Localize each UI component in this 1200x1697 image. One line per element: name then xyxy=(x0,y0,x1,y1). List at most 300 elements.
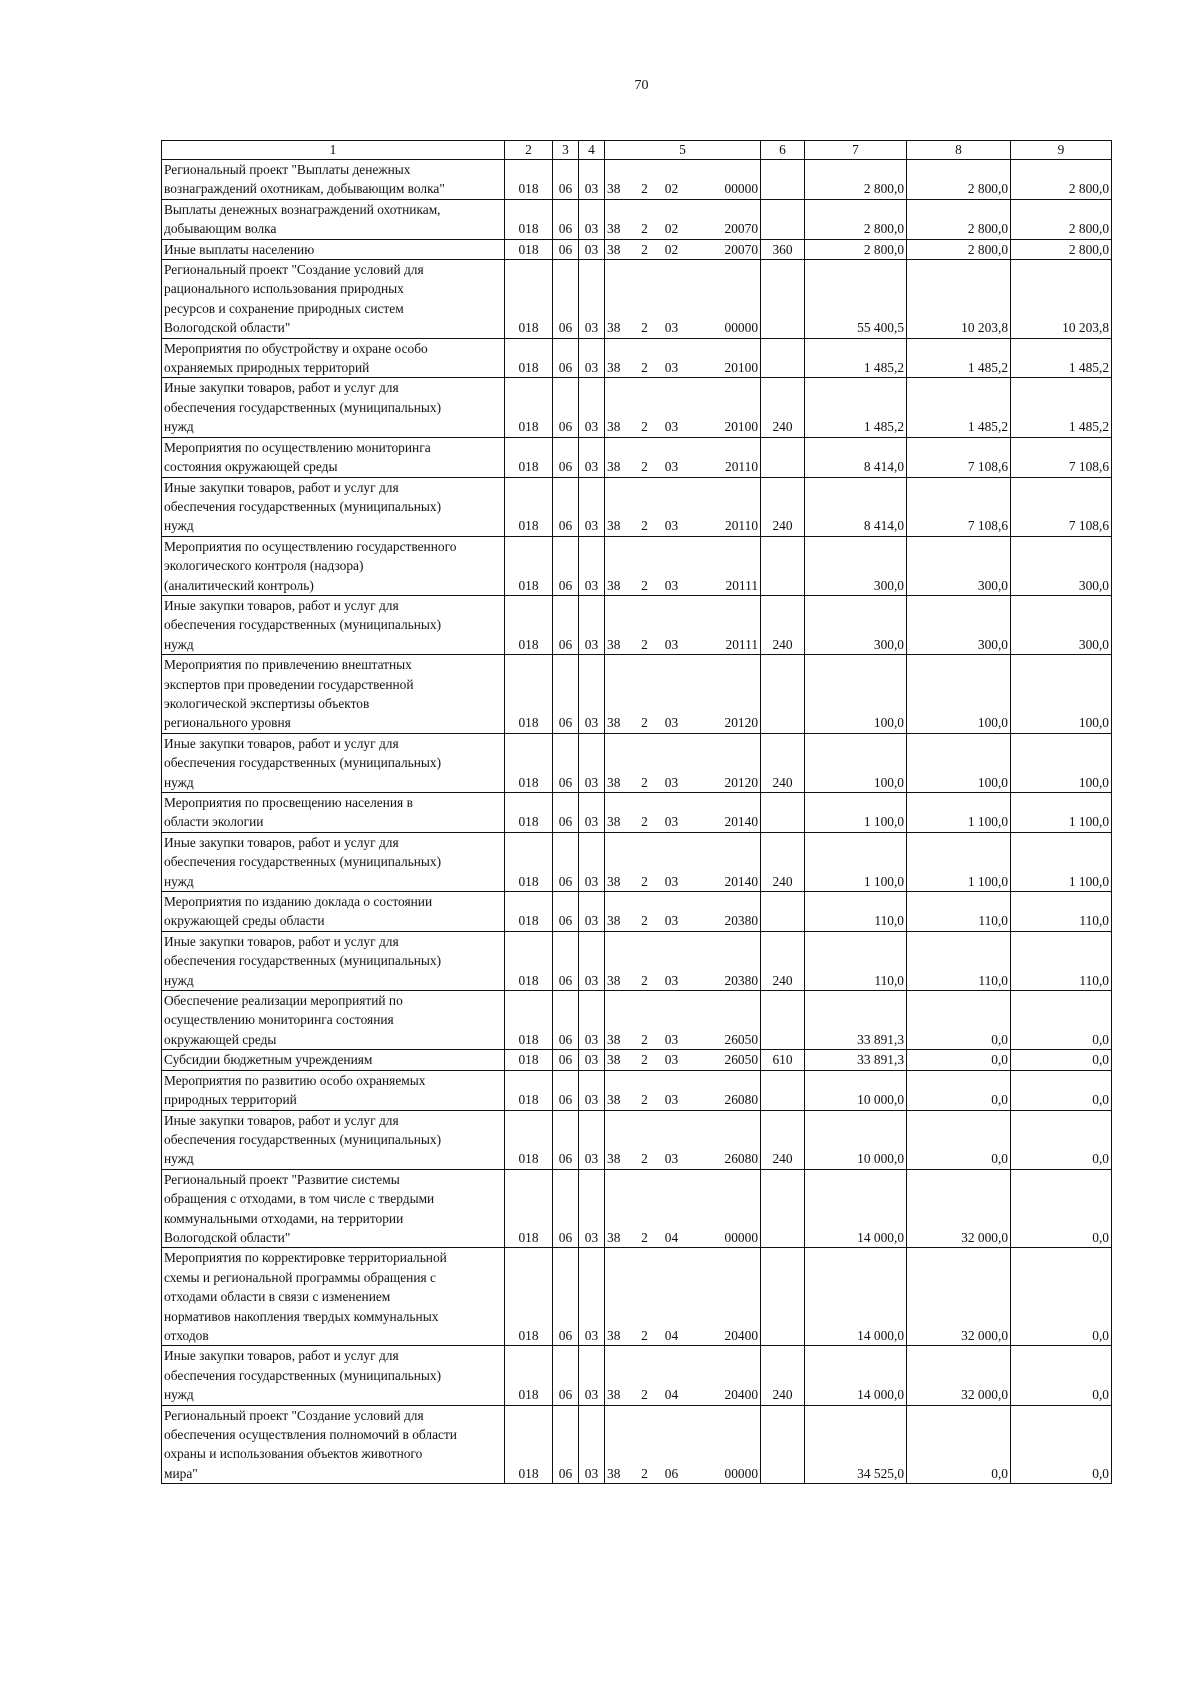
cell-col-5-part-2: 2 xyxy=(635,832,655,891)
row-name: Мероприятия по изданию доклада о состоянии окружающей среды области xyxy=(162,892,505,932)
table-row xyxy=(162,536,1112,595)
cell-col-8: 1 100,0 xyxy=(907,832,1011,891)
cell-col-5-part-1: 38 xyxy=(605,477,635,536)
cell-col-7: 1 100,0 xyxy=(805,832,907,891)
cell-col-9: 0,0 xyxy=(1011,1110,1112,1169)
cell-col-5-part-3: 03 xyxy=(655,595,689,654)
cell-col-5-part-4: 00000 xyxy=(689,1169,761,1248)
cell-col-4: 03 xyxy=(579,733,605,792)
cell-col-9: 1 485,2 xyxy=(1011,338,1112,378)
cell-col-5-part-2: 2 xyxy=(635,1070,655,1110)
cell-col-5-part-2: 2 xyxy=(635,1405,655,1484)
cell-col-5-part-4: 00000 xyxy=(689,160,761,200)
cell-col-5-part-1: 38 xyxy=(605,1169,635,1248)
row-name: Иные закупки товаров, работ и услуг для обеспечения государственных (муниципальных) нужд xyxy=(162,378,505,437)
cell-col-4: 03 xyxy=(579,832,605,891)
cell-col-7: 300,0 xyxy=(805,595,907,654)
cell-col-5-part-2: 2 xyxy=(635,260,655,339)
cell-col-9: 7 108,6 xyxy=(1011,477,1112,536)
cell-col-2: 018 xyxy=(505,931,553,990)
cell-col-8: 0,0 xyxy=(907,1405,1011,1484)
cell-col-9: 2 800,0 xyxy=(1011,199,1112,239)
table-row xyxy=(162,733,1112,792)
cell-col-7: 14 000,0 xyxy=(805,1169,907,1248)
cell-col-3: 06 xyxy=(553,1346,579,1405)
cell-col-8: 110,0 xyxy=(907,892,1011,932)
cell-col-6 xyxy=(761,199,805,239)
cell-col-6: 240 xyxy=(761,931,805,990)
cell-col-7: 100,0 xyxy=(805,733,907,792)
cell-col-7: 55 400,5 xyxy=(805,260,907,339)
cell-col-3: 06 xyxy=(553,931,579,990)
row-name: Иные закупки товаров, работ и услуг для обеспечения государственных (муниципальных) нужд xyxy=(162,832,505,891)
row-name: Иные закупки товаров, работ и услуг для обеспечения государственных (муниципальных) нужд xyxy=(162,931,505,990)
cell-col-3: 06 xyxy=(553,477,579,536)
cell-col-5-part-4: 20120 xyxy=(689,655,761,734)
cell-col-6: 240 xyxy=(761,595,805,654)
cell-col-5-part-3: 03 xyxy=(655,437,689,477)
cell-col-4: 03 xyxy=(579,1169,605,1248)
cell-col-8: 32 000,0 xyxy=(907,1248,1011,1346)
cell-col-9: 10 203,8 xyxy=(1011,260,1112,339)
cell-col-5-part-1: 38 xyxy=(605,793,635,833)
cell-col-4: 03 xyxy=(579,239,605,259)
cell-col-2: 018 xyxy=(505,595,553,654)
table-row xyxy=(162,832,1112,891)
cell-col-5-part-2: 2 xyxy=(635,536,655,595)
cell-col-4: 03 xyxy=(579,1346,605,1405)
cell-col-5-part-3: 03 xyxy=(655,536,689,595)
cell-col-5-part-3: 03 xyxy=(655,1110,689,1169)
cell-col-8: 1 485,2 xyxy=(907,378,1011,437)
cell-col-4: 03 xyxy=(579,199,605,239)
cell-col-9: 0,0 xyxy=(1011,1050,1112,1070)
cell-col-9: 0,0 xyxy=(1011,991,1112,1050)
cell-col-3: 06 xyxy=(553,1070,579,1110)
cell-col-7: 110,0 xyxy=(805,892,907,932)
table-row xyxy=(162,1169,1112,1248)
row-name: Мероприятия по привлечению внештатных экспертов при проведении государственной экологической экспертизы объектов регионального уровня xyxy=(162,655,505,734)
cell-col-6: 360 xyxy=(761,239,805,259)
row-name: Выплаты денежных вознаграждений охотникам, добывающим волка xyxy=(162,199,505,239)
cell-col-5-part-4: 00000 xyxy=(689,260,761,339)
table-row xyxy=(162,931,1112,990)
cell-col-7: 10 000,0 xyxy=(805,1110,907,1169)
cell-col-6 xyxy=(761,991,805,1050)
cell-col-4: 03 xyxy=(579,1405,605,1484)
cell-col-7: 2 800,0 xyxy=(805,160,907,200)
cell-col-5-part-3: 03 xyxy=(655,733,689,792)
cell-col-4: 03 xyxy=(579,793,605,833)
cell-col-5-part-4: 20111 xyxy=(689,536,761,595)
row-name: Региональный проект "Развитие системы обращения с отходами, в том числе с твердыми коммунальными отходами, на территории Вологодской области" xyxy=(162,1169,505,1248)
table-row xyxy=(162,199,1112,239)
cell-col-6: 240 xyxy=(761,1110,805,1169)
cell-col-9: 300,0 xyxy=(1011,595,1112,654)
cell-col-7: 2 800,0 xyxy=(805,199,907,239)
cell-col-8: 2 800,0 xyxy=(907,199,1011,239)
cell-col-8: 0,0 xyxy=(907,1050,1011,1070)
cell-col-4: 03 xyxy=(579,437,605,477)
cell-col-5-part-3: 03 xyxy=(655,793,689,833)
cell-col-5-part-2: 2 xyxy=(635,1169,655,1248)
cell-col-5-part-3: 03 xyxy=(655,931,689,990)
cell-col-5-part-3: 03 xyxy=(655,378,689,437)
cell-col-4: 03 xyxy=(579,595,605,654)
cell-col-5-part-1: 38 xyxy=(605,1248,635,1346)
cell-col-2: 018 xyxy=(505,832,553,891)
cell-col-4: 03 xyxy=(579,378,605,437)
row-name: Иные закупки товаров, работ и услуг для обеспечения государственных (муниципальных) нужд xyxy=(162,1346,505,1405)
cell-col-9: 1 100,0 xyxy=(1011,832,1112,891)
cell-col-5-part-1: 38 xyxy=(605,655,635,734)
cell-col-3: 06 xyxy=(553,1110,579,1169)
cell-col-7: 100,0 xyxy=(805,655,907,734)
row-name: Иные закупки товаров, работ и услуг для обеспечения государственных (муниципальных) нужд xyxy=(162,595,505,654)
cell-col-5-part-4: 20110 xyxy=(689,477,761,536)
cell-col-2: 018 xyxy=(505,1248,553,1346)
budget-table xyxy=(161,140,1112,1484)
cell-col-5-part-2: 2 xyxy=(635,1110,655,1169)
cell-col-5-part-3: 03 xyxy=(655,655,689,734)
cell-col-3: 06 xyxy=(553,892,579,932)
cell-col-3: 06 xyxy=(553,832,579,891)
cell-col-4: 03 xyxy=(579,892,605,932)
cell-col-6 xyxy=(761,655,805,734)
row-name: Иные закупки товаров, работ и услуг для обеспечения государственных (муниципальных) нужд xyxy=(162,733,505,792)
cell-col-5-part-1: 38 xyxy=(605,338,635,378)
cell-col-5-part-1: 38 xyxy=(605,1050,635,1070)
table-row xyxy=(162,378,1112,437)
row-name: Мероприятия по осуществлению мониторинга состояния окружающей среды xyxy=(162,437,505,477)
table-row xyxy=(162,1110,1112,1169)
cell-col-3: 06 xyxy=(553,1405,579,1484)
cell-col-5-part-4: 20140 xyxy=(689,793,761,833)
header-col-6: 6 xyxy=(761,141,805,160)
cell-col-9: 0,0 xyxy=(1011,1405,1112,1484)
cell-col-5-part-2: 2 xyxy=(635,477,655,536)
cell-col-3: 06 xyxy=(553,1248,579,1346)
table-row xyxy=(162,892,1112,932)
cell-col-3: 06 xyxy=(553,793,579,833)
cell-col-3: 06 xyxy=(553,260,579,339)
cell-col-5-part-4: 20120 xyxy=(689,733,761,792)
table-row xyxy=(162,239,1112,259)
cell-col-5-part-1: 38 xyxy=(605,199,635,239)
header-col-8: 8 xyxy=(907,141,1011,160)
cell-col-5-part-3: 03 xyxy=(655,477,689,536)
cell-col-5-part-4: 26080 xyxy=(689,1070,761,1110)
cell-col-4: 03 xyxy=(579,338,605,378)
cell-col-5-part-4: 20111 xyxy=(689,595,761,654)
cell-col-2: 018 xyxy=(505,1405,553,1484)
cell-col-5-part-2: 2 xyxy=(635,892,655,932)
cell-col-5-part-4: 20100 xyxy=(689,338,761,378)
row-name: Мероприятия по развитию особо охраняемых природных территорий xyxy=(162,1070,505,1110)
cell-col-9: 1 100,0 xyxy=(1011,793,1112,833)
cell-col-5-part-1: 38 xyxy=(605,378,635,437)
cell-col-6: 240 xyxy=(761,477,805,536)
cell-col-8: 10 203,8 xyxy=(907,260,1011,339)
cell-col-6 xyxy=(761,1248,805,1346)
cell-col-5-part-2: 2 xyxy=(635,931,655,990)
table-row xyxy=(162,1405,1112,1484)
cell-col-7: 14 000,0 xyxy=(805,1248,907,1346)
cell-col-9: 2 800,0 xyxy=(1011,160,1112,200)
row-name: Иные закупки товаров, работ и услуг для обеспечения государственных (муниципальных) нужд xyxy=(162,477,505,536)
cell-col-5-part-1: 38 xyxy=(605,1070,635,1110)
cell-col-3: 06 xyxy=(553,536,579,595)
cell-col-9: 2 800,0 xyxy=(1011,239,1112,259)
cell-col-7: 300,0 xyxy=(805,536,907,595)
cell-col-7: 8 414,0 xyxy=(805,437,907,477)
cell-col-5-part-2: 2 xyxy=(635,378,655,437)
cell-col-5-part-1: 38 xyxy=(605,160,635,200)
cell-col-5-part-3: 03 xyxy=(655,991,689,1050)
header-col-7: 7 xyxy=(805,141,907,160)
cell-col-7: 1 485,2 xyxy=(805,378,907,437)
cell-col-9: 7 108,6 xyxy=(1011,437,1112,477)
table-row xyxy=(162,1346,1112,1405)
cell-col-5-part-4: 20140 xyxy=(689,832,761,891)
page-number: 70 xyxy=(634,78,649,93)
cell-col-8: 300,0 xyxy=(907,595,1011,654)
cell-col-5-part-3: 04 xyxy=(655,1346,689,1405)
cell-col-7: 1 100,0 xyxy=(805,793,907,833)
row-name: Региональный проект "Выплаты денежных вознаграждений охотникам, добывающим волка" xyxy=(162,160,505,200)
cell-col-5-part-2: 2 xyxy=(635,991,655,1050)
row-name: Иные закупки товаров, работ и услуг для обеспечения государственных (муниципальных) нужд xyxy=(162,1110,505,1169)
cell-col-3: 06 xyxy=(553,437,579,477)
cell-col-6 xyxy=(761,437,805,477)
cell-col-5-part-1: 38 xyxy=(605,1346,635,1405)
cell-col-2: 018 xyxy=(505,991,553,1050)
cell-col-5-part-2: 2 xyxy=(635,655,655,734)
cell-col-3: 06 xyxy=(553,1169,579,1248)
cell-col-7: 1 485,2 xyxy=(805,338,907,378)
cell-col-4: 03 xyxy=(579,477,605,536)
row-name: Обеспечение реализации мероприятий по осуществлению мониторинга состояния окружающей среды xyxy=(162,991,505,1050)
cell-col-8: 110,0 xyxy=(907,931,1011,990)
cell-col-4: 03 xyxy=(579,1110,605,1169)
cell-col-4: 03 xyxy=(579,260,605,339)
cell-col-5-part-3: 02 xyxy=(655,160,689,200)
cell-col-5-part-3: 04 xyxy=(655,1169,689,1248)
cell-col-2: 018 xyxy=(505,733,553,792)
cell-col-5-part-2: 2 xyxy=(635,1248,655,1346)
cell-col-5-part-1: 38 xyxy=(605,595,635,654)
cell-col-5-part-1: 38 xyxy=(605,437,635,477)
cell-col-5-part-2: 2 xyxy=(635,595,655,654)
cell-col-5-part-2: 2 xyxy=(635,338,655,378)
cell-col-3: 06 xyxy=(553,1050,579,1070)
cell-col-5-part-4: 20070 xyxy=(689,199,761,239)
cell-col-4: 03 xyxy=(579,655,605,734)
row-name: Региональный проект "Создание условий для обеспечения осуществления полномочий в области охраны и использования объектов животного мира" xyxy=(162,1405,505,1484)
cell-col-9: 0,0 xyxy=(1011,1169,1112,1248)
header-col-9: 9 xyxy=(1011,141,1112,160)
cell-col-7: 110,0 xyxy=(805,931,907,990)
table-row xyxy=(162,437,1112,477)
cell-col-2: 018 xyxy=(505,477,553,536)
cell-col-2: 018 xyxy=(505,1050,553,1070)
cell-col-2: 018 xyxy=(505,260,553,339)
cell-col-8: 7 108,6 xyxy=(907,437,1011,477)
row-name: Иные выплаты населению xyxy=(162,239,505,259)
cell-col-8: 1 485,2 xyxy=(907,338,1011,378)
cell-col-5-part-1: 38 xyxy=(605,536,635,595)
table-row xyxy=(162,477,1112,536)
cell-col-5-part-3: 02 xyxy=(655,199,689,239)
cell-col-2: 018 xyxy=(505,1346,553,1405)
cell-col-5-part-4: 00000 xyxy=(689,1405,761,1484)
cell-col-8: 2 800,0 xyxy=(907,239,1011,259)
cell-col-9: 100,0 xyxy=(1011,655,1112,734)
cell-col-2: 018 xyxy=(505,1169,553,1248)
cell-col-5-part-1: 38 xyxy=(605,1405,635,1484)
cell-col-9: 300,0 xyxy=(1011,536,1112,595)
header-row xyxy=(162,141,1112,160)
cell-col-6 xyxy=(761,1405,805,1484)
cell-col-6: 240 xyxy=(761,733,805,792)
cell-col-5-part-2: 2 xyxy=(635,793,655,833)
table-row xyxy=(162,595,1112,654)
cell-col-2: 018 xyxy=(505,199,553,239)
cell-col-5-part-4: 26080 xyxy=(689,1110,761,1169)
cell-col-8: 0,0 xyxy=(907,1110,1011,1169)
row-name: Мероприятия по осуществлению государственного экологического контроля (надзора) (аналитический контроль) xyxy=(162,536,505,595)
cell-col-9: 110,0 xyxy=(1011,892,1112,932)
cell-col-9: 100,0 xyxy=(1011,733,1112,792)
header-col-2: 2 xyxy=(505,141,553,160)
cell-col-5-part-3: 06 xyxy=(655,1405,689,1484)
cell-col-9: 0,0 xyxy=(1011,1346,1112,1405)
cell-col-5-part-1: 38 xyxy=(605,991,635,1050)
cell-col-5-part-1: 38 xyxy=(605,931,635,990)
cell-col-5-part-1: 38 xyxy=(605,239,635,259)
cell-col-5-part-4: 20380 xyxy=(689,892,761,932)
cell-col-2: 018 xyxy=(505,1110,553,1169)
cell-col-3: 06 xyxy=(553,338,579,378)
cell-col-5-part-2: 2 xyxy=(635,437,655,477)
table-row xyxy=(162,338,1112,378)
cell-col-5-part-3: 03 xyxy=(655,892,689,932)
cell-col-6 xyxy=(761,536,805,595)
cell-col-2: 018 xyxy=(505,793,553,833)
cell-col-3: 06 xyxy=(553,733,579,792)
cell-col-5-part-3: 02 xyxy=(655,239,689,259)
row-name: Субсидии бюджетным учреждениям xyxy=(162,1050,505,1070)
cell-col-9: 1 485,2 xyxy=(1011,378,1112,437)
cell-col-6 xyxy=(761,1169,805,1248)
table-row xyxy=(162,991,1112,1050)
cell-col-5-part-3: 03 xyxy=(655,1070,689,1110)
cell-col-5-part-3: 03 xyxy=(655,260,689,339)
table-row xyxy=(162,793,1112,833)
table-body xyxy=(162,160,1112,1484)
cell-col-5-part-2: 2 xyxy=(635,199,655,239)
row-name: Мероприятия по обустройству и охране особо охраняемых природных территорий xyxy=(162,338,505,378)
table-row xyxy=(162,655,1112,734)
cell-col-5-part-1: 38 xyxy=(605,1110,635,1169)
cell-col-5-part-1: 38 xyxy=(605,260,635,339)
cell-col-9: 110,0 xyxy=(1011,931,1112,990)
table-row xyxy=(162,160,1112,200)
cell-col-4: 03 xyxy=(579,931,605,990)
cell-col-4: 03 xyxy=(579,1050,605,1070)
cell-col-4: 03 xyxy=(579,1248,605,1346)
cell-col-9: 0,0 xyxy=(1011,1070,1112,1110)
cell-col-9: 0,0 xyxy=(1011,1248,1112,1346)
cell-col-6 xyxy=(761,260,805,339)
cell-col-2: 018 xyxy=(505,655,553,734)
cell-col-5-part-4: 20070 xyxy=(689,239,761,259)
header-col-5: 5 xyxy=(605,141,761,160)
cell-col-7: 14 000,0 xyxy=(805,1346,907,1405)
cell-col-5-part-3: 04 xyxy=(655,1248,689,1346)
header-col-4: 4 xyxy=(579,141,605,160)
cell-col-8: 0,0 xyxy=(907,1070,1011,1110)
cell-col-4: 03 xyxy=(579,536,605,595)
cell-col-6 xyxy=(761,338,805,378)
cell-col-2: 018 xyxy=(505,892,553,932)
cell-col-6 xyxy=(761,892,805,932)
cell-col-6: 240 xyxy=(761,378,805,437)
cell-col-2: 018 xyxy=(505,160,553,200)
cell-col-7: 33 891,3 xyxy=(805,1050,907,1070)
cell-col-8: 0,0 xyxy=(907,991,1011,1050)
table-row xyxy=(162,260,1112,339)
cell-col-2: 018 xyxy=(505,536,553,595)
row-name: Региональный проект "Создание условий для рационального использования природных ресурсов и сохранение природных систем Вологодской области" xyxy=(162,260,505,339)
cell-col-5-part-4: 20100 xyxy=(689,378,761,437)
cell-col-8: 100,0 xyxy=(907,655,1011,734)
cell-col-4: 03 xyxy=(579,160,605,200)
cell-col-5-part-2: 2 xyxy=(635,1346,655,1405)
cell-col-8: 7 108,6 xyxy=(907,477,1011,536)
cell-col-5-part-2: 2 xyxy=(635,733,655,792)
cell-col-8: 32 000,0 xyxy=(907,1346,1011,1405)
header-col-3: 3 xyxy=(553,141,579,160)
cell-col-5-part-3: 03 xyxy=(655,832,689,891)
cell-col-6: 240 xyxy=(761,1346,805,1405)
table-row xyxy=(162,1248,1112,1346)
cell-col-5-part-3: 03 xyxy=(655,338,689,378)
cell-col-6: 610 xyxy=(761,1050,805,1070)
cell-col-2: 018 xyxy=(505,239,553,259)
cell-col-3: 06 xyxy=(553,595,579,654)
cell-col-4: 03 xyxy=(579,991,605,1050)
cell-col-5-part-4: 26050 xyxy=(689,1050,761,1070)
cell-col-3: 06 xyxy=(553,160,579,200)
cell-col-7: 10 000,0 xyxy=(805,1070,907,1110)
cell-col-3: 06 xyxy=(553,239,579,259)
cell-col-5-part-2: 2 xyxy=(635,1050,655,1070)
cell-col-5-part-4: 26050 xyxy=(689,991,761,1050)
table-row xyxy=(162,1070,1112,1110)
cell-col-2: 018 xyxy=(505,437,553,477)
cell-col-5-part-4: 20380 xyxy=(689,931,761,990)
cell-col-5-part-3: 03 xyxy=(655,1050,689,1070)
cell-col-2: 018 xyxy=(505,378,553,437)
cell-col-4: 03 xyxy=(579,1070,605,1110)
cell-col-8: 100,0 xyxy=(907,733,1011,792)
cell-col-3: 06 xyxy=(553,378,579,437)
table-row xyxy=(162,1050,1112,1070)
cell-col-8: 1 100,0 xyxy=(907,793,1011,833)
cell-col-7: 33 891,3 xyxy=(805,991,907,1050)
cell-col-5-part-1: 38 xyxy=(605,892,635,932)
